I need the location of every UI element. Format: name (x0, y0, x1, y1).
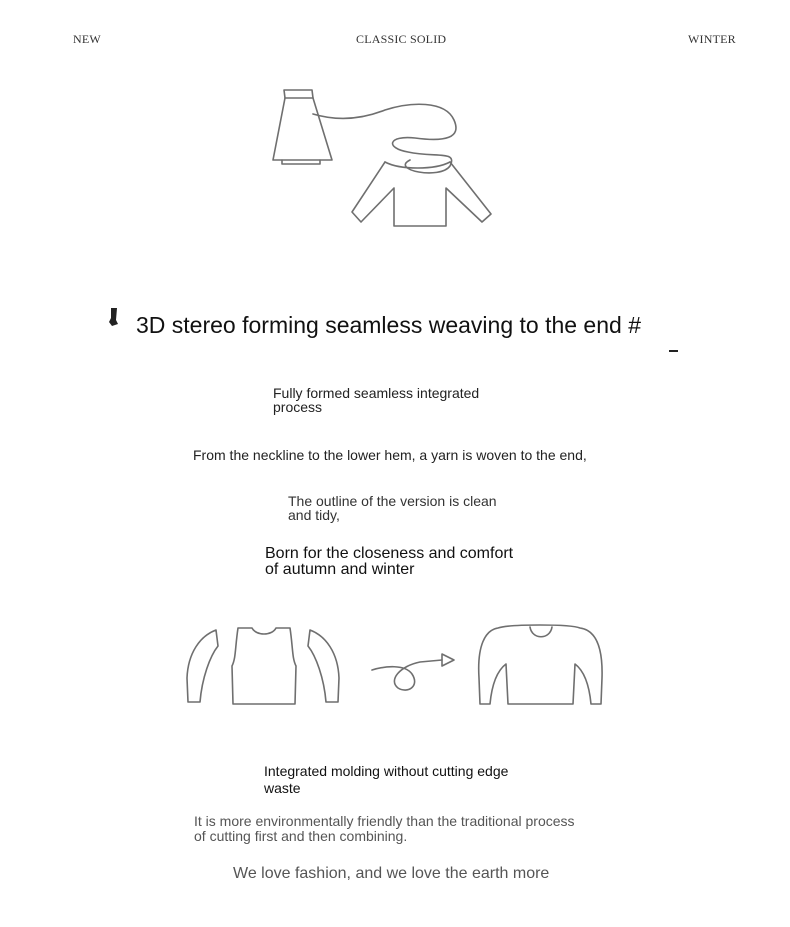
nav-new: NEW (73, 32, 101, 46)
section-heading: 3D stereo forming seamless weaving to the end # (136, 312, 641, 338)
text-neckline: From the neckline to the lower hem, a yarn is woven to the end, (193, 447, 587, 463)
text-fully-formed: Fully formed seamless integrated process (273, 385, 480, 415)
yarn-cone-sweater-illustration-icon (260, 80, 510, 240)
cut-pieces-to-sweater-illustration-icon (180, 618, 610, 714)
text-born-for: Born for the closeness and comfort of autumn and winter (265, 545, 514, 578)
text-love-earth: We love fashion, and we love the earth more (233, 865, 550, 882)
nav-classic-solid: CLASSIC SOLID (356, 32, 447, 46)
brush-mark-icon (106, 306, 122, 330)
text-environment: It is more environmentally friendly than the traditional process of cutting first and then combining. (194, 813, 575, 844)
text-outline: The outline of the version is clean and tidy, (288, 493, 497, 523)
heading-underline-mark (669, 350, 678, 352)
text-integrated-molding: Integrated molding without cutting edge waste (264, 763, 509, 796)
nav-winter: WINTER (688, 32, 736, 46)
